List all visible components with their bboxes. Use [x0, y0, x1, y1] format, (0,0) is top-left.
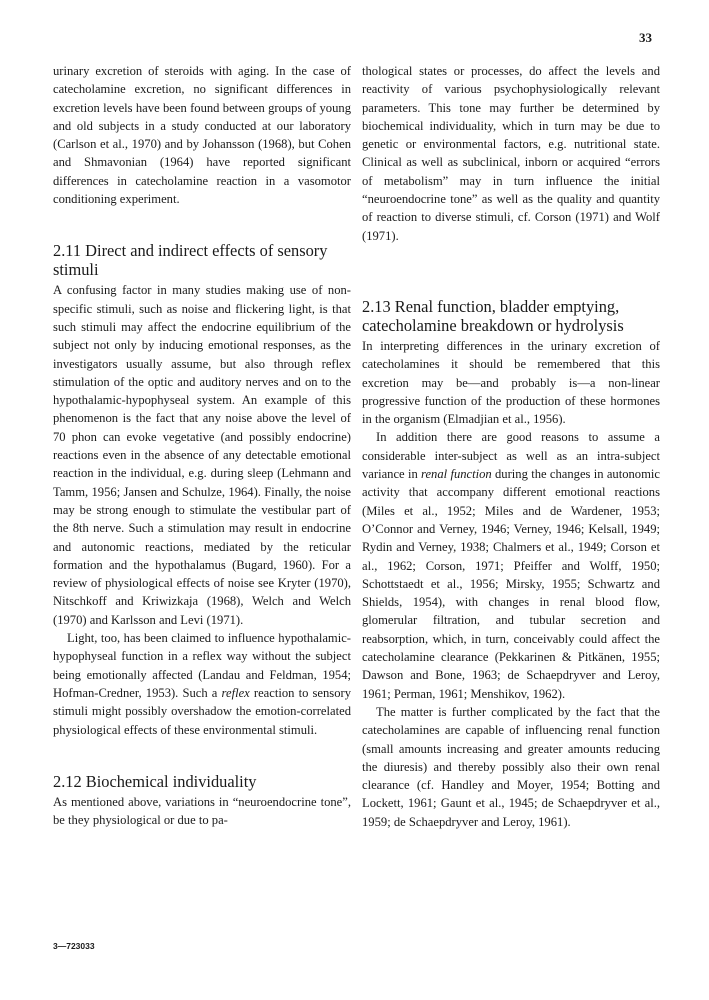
paragraph: A confusing factor in many studies making use of non-specific stimuli, such as noise and flickering light, is that such stimuli may affect the endocrine equilibrium of the subject not only by inducing emotional responses, as the investigators usually assume, but also through reflex stimulation of the optic and auditory nerves and on to the hypothalamic-hypophyseal system. An example of this phenomenon is the fact that any noise above the level of 70 phon can evoke vegetative (and possibly endocrine) reactions even in the absence of any detectable emotional reaction in the individual, e.g. during sleep (Lehmann and Tamm, 1956; Jansen and Schulze, 1964). Finally, the noise may be strong enough to stimulate the vestibular part of the 8th nerve. Such a stimulation may result in endocrine and autonomic reactions, mediated by the reticular formation and the hypothalamus (Bugard, 1960). For a review of physiological effects of noise see Kryter (1970), Nitschkoff and Kriwizkaja (1968), Welch and Welch (1970) and Karlsson and Levi (1971). — [53, 283, 351, 627]
paragraph: Light, too, has been claimed to influence hypothalamic-hypophyseal function in a reflex way without the subject being emotionally affected (Landau and Feldman, 1954; Hofman-Credner, 1953). Such a reflex reaction to sensory stimuli might possibly overshadow the emotion-correlated physiological effects of these environmental stimuli. — [53, 631, 351, 737]
footer-code: 3—723033 — [53, 941, 95, 951]
paragraph: In interpreting differences in the urinary excretion of catecholamines it should be remembered that this excretion may be—and probably is—a non-linear progressive function of the production of these hormones in the organism (Elmadjian et al., 1956). — [362, 338, 660, 427]
left-column — [53, 62, 351, 829]
paragraph: In addition there are good reasons to assume a considerable inter-subject as well as an intra-subject variance in renal function during the changes in autonomic activity that accompany different emotional reactions (Miles et al., 1952; Miles and de Wardener, 1953; O’Connor and Verney, 1946; Verney, 1946; Kelsall, 1949; Rydin and Verney, 1938; Chalmers et al., 1949; Corson et al., 1962; Corson, 1971; Pfeiffer and Wolff, 1950; Schottstaedt et al., 1956; Mirsky, 1955; Schwartz and Shields, 1954), with changes in renal blood flow, glomerular filtration, and tubular secretion and reabsorption, which, in turn, conceivably could affect the catecholamine clearance (Pekkarinen & Pitkänen, 1955; Dawson and Bone, 1963; de Schaepdryver and Leroy, 1961; Perman, 1961; Menshikov, 1962). — [362, 430, 660, 701]
emphasis: reflex — [221, 685, 250, 700]
paragraph: As mentioned above, variations in “neuroendocrine tone”, be they physiological or due to pa- — [53, 794, 351, 828]
emphasis: renal function — [421, 467, 492, 482]
right-column — [362, 62, 660, 831]
continued-paragraph: urinary excretion of steroids with aging. In the case of catecholamine excretion, no significant differences in excretion levels have been found between groups of young and old subjects in a study conducted at our laboratory (Carlson et al., 1970) and by Johansson (1968), but Cohen and Shmavonian (1964) have reported significant differences in catecholamine reaction in a vasomotor conditioning experiment. — [53, 64, 351, 207]
section-heading-2-13: 2.13 Renal function, bladder emptying, catecholamine breakdown or hydrolysis — [362, 296, 624, 335]
page-number: 33 — [639, 30, 652, 45]
continued-paragraph: thological states or processes, do affect the levels and reactivity of various psychophysiologically relevant parameters. This tone may further be determined by biochemical individuality, which in turn may be due to genetic or environmental factors, e.g. nutritional state. Clinical as well as subclinical, inborn or acquired “errors of metabolism” may in turn influence the initial “neuroendocrine tone” as well as the quality and quantity of reaction to diverse stimuli, cf. Corson (1971) and Wolf (1971). — [362, 64, 660, 243]
paragraph: The matter is further complicated by the fact that the catecholamines are capable of influencing renal function (small amounts increasing and greater amounts reducing the diuresis) and thereby possibly also their own renal clearance (cf. Handley and Moyer, 1954; Botting and Lockett, 1961; Gaunt et al., 1945; de Schaepdryver et al., 1959; de Schaepdryver and Leroy, 1961). — [362, 704, 660, 829]
section-heading-2-11: 2.11 Direct and indirect effects of sensory stimuli — [53, 241, 328, 280]
section-heading-2-12: 2.12 Biochemical individuality — [53, 771, 257, 791]
